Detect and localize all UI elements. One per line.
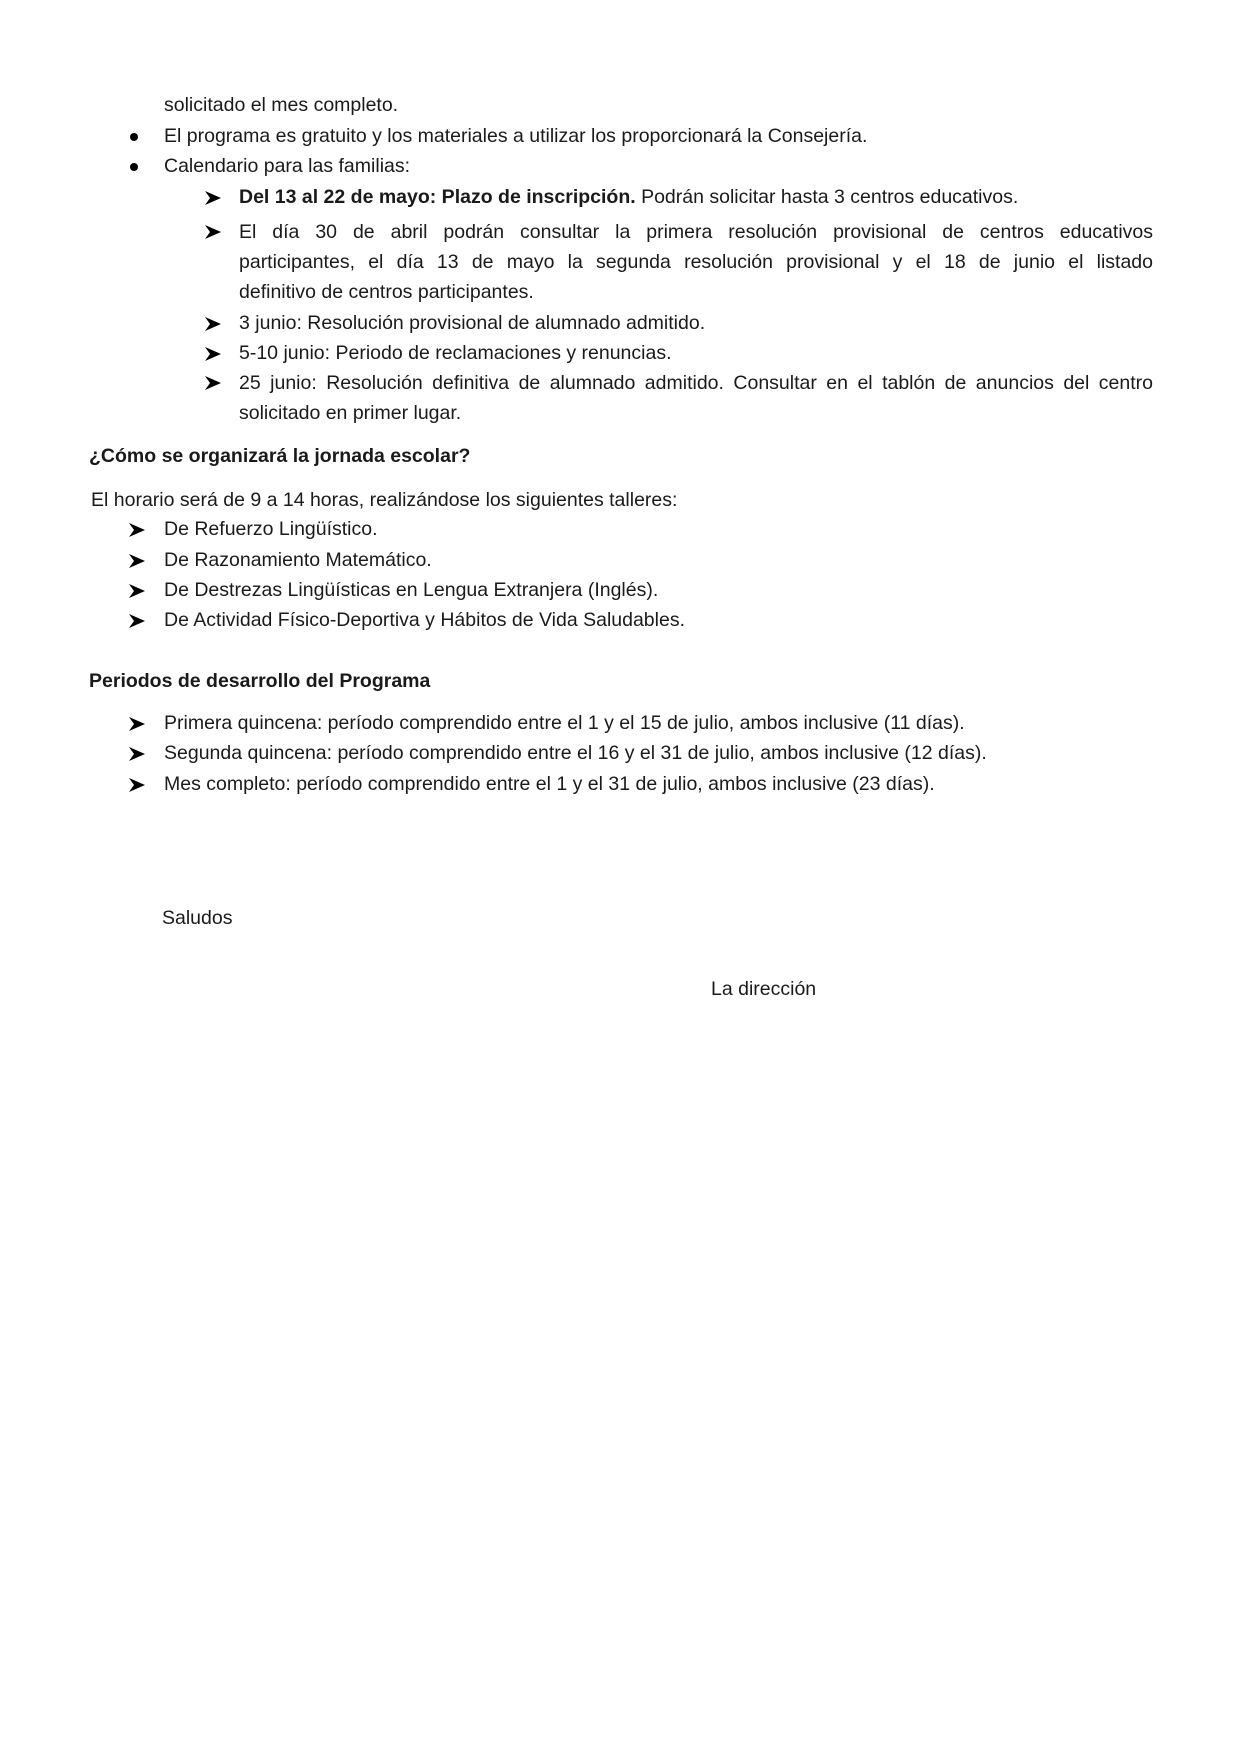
taller-item: De Destrezas Lingüísticas en Lengua Extranjera (Inglés). [164,579,659,601]
calendar-item-inscripcion-bold: Del 13 al 22 de mayo: Plazo de inscripción. [239,186,636,208]
calendar-item-definitiva [239,368,1153,428]
calendar-item-resoluciones-line: definitivo de centros participantes. [239,281,534,303]
taller-item: De Razonamiento Matemático. [164,549,432,571]
arrow-bullet-icon [128,613,146,629]
arrow-bullet-icon [128,777,146,793]
arrow-bullet-icon [204,316,222,332]
bullet-calendar: Calendario para las familias: [164,155,411,177]
arrow-bullet-icon [128,746,146,762]
periodo-item: Primera quincena: período comprendido entre el 1 y el 15 de julio, ambos inclusive (11 días). [164,712,965,734]
bullet-free-program: El programa es gratuito y los materiales a utilizar los proporcionará la Consejería. [164,125,868,147]
arrow-bullet-icon [204,375,222,391]
calendar-item-provisional: 3 junio: Resolución provisional de alumnado admitido. [239,312,706,334]
bullet-dot-icon [130,163,138,171]
calendar-item-inscripcion-rest: Podrán solicitar hasta 3 centros educativos. [635,186,1019,208]
calendar-item-resoluciones-line: El día 30 de abril podrán consultar la primera resolución provisional de centros educativos [239,221,1153,243]
arrow-bullet-icon [204,346,222,362]
calendar-item-resoluciones [239,217,1153,307]
calendar-item-definitiva-line: solicitado en primer lugar. [239,402,462,424]
closing-greeting: Saludos [162,907,233,929]
calendar-item-resoluciones-line: participantes, el día 13 de mayo la segunda resolución provisional y el 18 de junio el listado [239,251,1153,273]
section-jornada-heading: ¿Cómo se organizará la jornada escolar? [89,445,471,467]
closing-signature: La dirección [711,978,817,1000]
calendar-item-reclamaciones: 5-10 junio: Periodo de reclamaciones y renuncias. [239,342,672,364]
section-periodos-heading: Periodos de desarrollo del Programa [89,670,431,692]
arrow-bullet-icon [204,190,222,206]
arrow-bullet-icon [128,522,146,538]
calendar-item-inscripcion [239,185,1018,209]
periodo-item: Segunda quincena: período comprendido entre el 16 y el 31 de julio, ambos inclusive (12 días). [164,742,987,764]
arrow-bullet-icon [128,583,146,599]
taller-item: De Refuerzo Lingüístico. [164,518,378,540]
section-jornada-intro: El horario será de 9 a 14 horas, realizándose los siguientes talleres: [91,489,678,511]
periodo-item: Mes completo: período comprendido entre el 1 y el 31 de julio, ambos inclusive (23 días). [164,773,935,795]
calendar-item-definitiva-line: 25 junio: Resolución definitiva de alumnado admitido. Consultar en el tablón de anuncios del centro [239,372,1153,394]
intro-continuation: solicitado el mes completo. [164,94,399,116]
arrow-bullet-icon [128,716,146,732]
arrow-bullet-icon [204,224,222,240]
taller-item: De Actividad Físico-Deportiva y Hábitos de Vida Saludables. [164,609,685,631]
arrow-bullet-icon [128,553,146,569]
bullet-dot-icon [130,133,138,141]
